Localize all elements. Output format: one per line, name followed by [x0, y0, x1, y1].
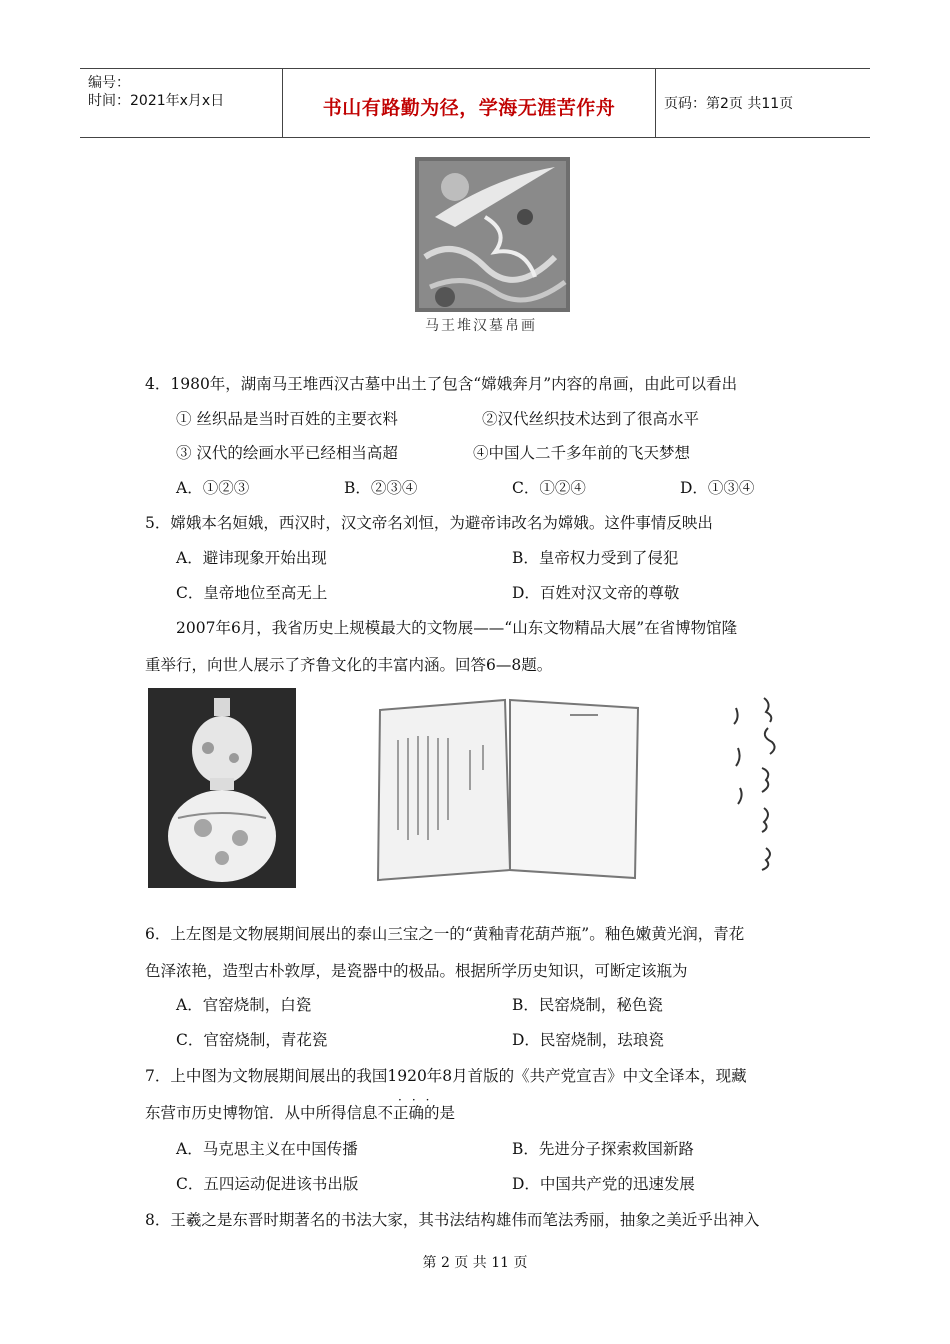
header-date-label: 时间：2021年x月x日	[88, 93, 225, 109]
header-page-label: 页码：第2页 共11页	[664, 96, 794, 112]
q7-option-a: A．马克思主义在中国传播	[176, 1140, 358, 1158]
q6-stem-line-2: 色泽浓艳，造型古朴敦厚，是瓷器中的极品。根据所学历史知识，可断定该瓶为	[145, 962, 688, 980]
intro-line-1: 2007年6月，我省历史上规模最大的文物展——“山东文物精品大展”在省博物馆隆	[176, 619, 738, 637]
q4-item-2: ②汉代丝织技术达到了很高水平	[482, 410, 700, 428]
q4-option-d: D．①③④	[680, 479, 755, 497]
q5-option-d: D．百姓对汉文帝的尊敬	[512, 584, 680, 602]
q4-option-c: C．①②④	[512, 479, 586, 497]
header-number-label: 编号：	[88, 75, 130, 91]
q6-option-d: D．民窑烧制，珐琅瓷	[512, 1031, 664, 1049]
q7-emphasis-dots: ···	[398, 1093, 440, 1107]
q5-option-a: A．避讳现象开始出现	[176, 549, 327, 567]
q4-stem: 4．1980年，湖南马王堆西汉古墓中出土了包含“嫦娥奔月”内容的帛画，由此可以看出	[145, 375, 738, 393]
q4-item-1: ① 丝织品是当时百姓的主要衣料	[176, 410, 398, 428]
page-footer: 第 2 页 共 11 页	[422, 1255, 528, 1271]
q6-option-c: C．官窑烧制，青花瓷	[176, 1031, 328, 1049]
q7-option-c: C．五四运动促进该书出版	[176, 1175, 359, 1193]
page-header	[80, 68, 870, 138]
q7-option-d: D．中国共产党的迅速发展	[512, 1175, 695, 1193]
q5-option-c: C．皇帝地位至高无上	[176, 584, 328, 602]
q5-option-b: B．皇帝权力受到了侵犯	[512, 549, 679, 567]
gourd-vase-image	[148, 688, 296, 888]
q8-stem: 8．王羲之是东晋时期著名的书法大家，其书法结构雄伟而笔法秀丽，抽象之美近乎出神入	[145, 1211, 760, 1229]
q7-stem-line-1: 7．上中图为文物展期间展出的我国1920年8月首版的《共产党宣吉》中文全译本，现藏	[145, 1067, 747, 1085]
q4-item-3: ③ 汉代的绘画水平已经相当高超	[176, 444, 398, 462]
calligraphy-image	[724, 688, 786, 888]
q6-option-a: A．官窑烧制，白瓷	[176, 996, 312, 1014]
header-motto-cell	[282, 69, 656, 137]
mawangdui-silk-painting-image	[415, 157, 570, 312]
q4-item-4: ④中国人二千多年前的飞天梦想	[473, 444, 691, 462]
header-meta	[80, 69, 282, 137]
q4-option-a: A．①②③	[176, 479, 250, 497]
q4-option-b: B．②③④	[344, 479, 418, 497]
q6-stem-line-1: 6．上左图是文物展期间展出的泰山三宝之一的“黄釉青花葫芦瓶”。釉色嫩黄光润，青花	[145, 925, 745, 943]
q7-stem-line-2: 东营市历史博物馆．从中所得信息不正确的是	[145, 1104, 456, 1122]
intro-line-2: 重举行，向世人展示了齐鲁文化的丰富内涵。回答6—8题。	[145, 656, 553, 674]
manifesto-book-image	[370, 690, 645, 886]
q5-stem: 5．嫦娥本名姮娥，西汉时，汉文帝名刘恒，为避帝讳改名为嫦娥。这件事情反映出	[145, 514, 713, 532]
q6-option-b: B．民窑烧制，秘色瓷	[512, 996, 663, 1014]
q7-option-b: B．先进分子探索救国新路	[512, 1140, 694, 1158]
header-motto: 书山有路勤为径，学海无涯苦作舟	[322, 97, 616, 119]
figure1-caption: 马王堆汉墓帛画	[425, 318, 537, 334]
